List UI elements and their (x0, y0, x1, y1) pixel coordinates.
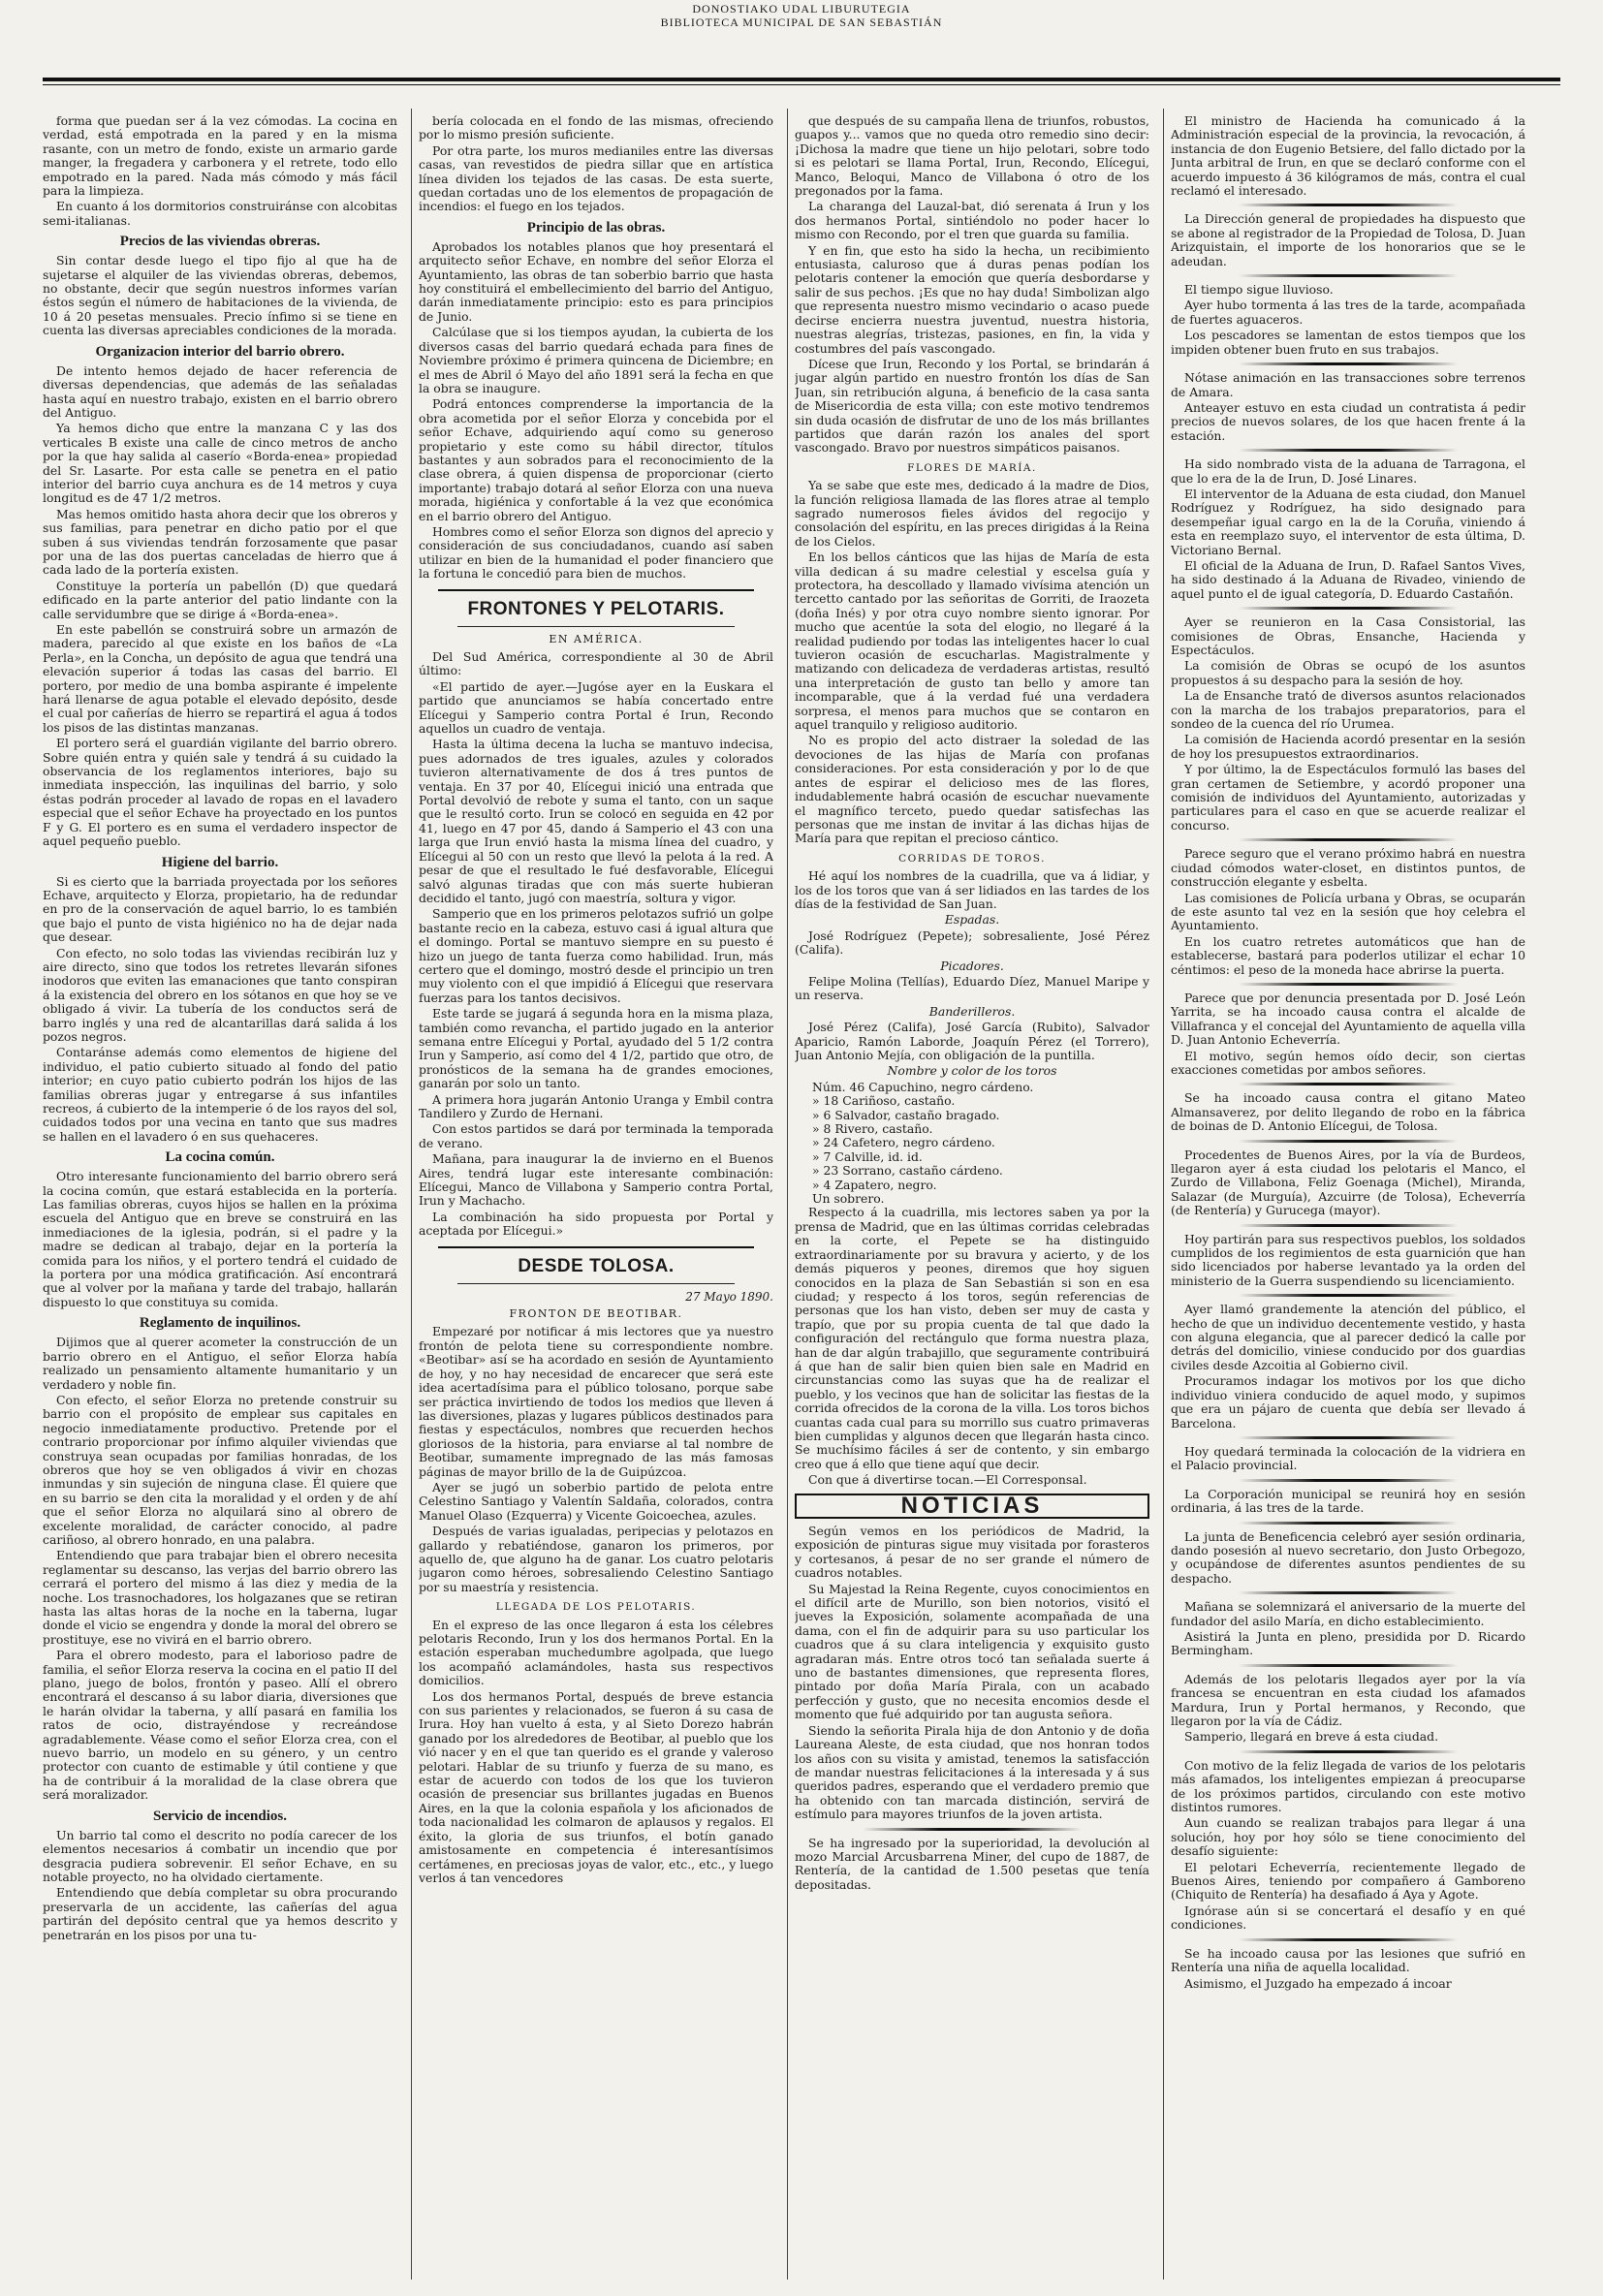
paragraph: Y por último, la de Espectáculos formuló las bases del gran certamen de Setiembre, y acordó proponer una comisión de individuos del Ayuntamiento, autorizadas y particulares para el caso en que se acuerde realizar el concurso. (1171, 762, 1525, 833)
list-heading: Picadores. (940, 958, 1004, 973)
section-heading: Servicio de incendios. (153, 1808, 287, 1824)
news-separator (1239, 1938, 1458, 1941)
paragraph: Contaránse además como elementos de higiene del individuo, el patio cubierto situado al fondo del patio interior; en cuyo patio cubierto podrán los hijos de las familias obreras jugar y entregarse á sus infantiles recreos, á cubierto de la intemperie ó de los rayos del sol, cuidados todos por una vecina en tanto que sus madres se hallen en el lavadero ó en sus quehaceres. (43, 1045, 397, 1144)
list-heading: Banderilleros. (928, 1003, 1016, 1019)
paragraph: A primera hora jugarán Antonio Uranga y Embil contra Tandilero y Zurdo de Hernani. (419, 1091, 773, 1120)
paragraph: Hombres como el señor Elorza son dignos del aprecio y consideración de sus conciudadanos, cuando así saben utilizar en bien de la humanidad el poder financiero que la fortuna le concedió para bien de muchos. (419, 523, 773, 582)
paragraph: Dícese que Irun, Recondo y los Portal, se brindarán á jugar algún partido en nuestro frontón los días de San Juan, sin retribución alguna, á beneficio de la casa santa de Misericordia de esta villa; con este motivo tendremos sin duda ocasión de disfrutar de uno de los más brillantes partidos que darán razón los anales del sport vascongado. Bravo por nuestros simpáticos paisanos. (795, 356, 1149, 456)
paragraph: Aprobados los notables planos que hoy presentará el arquitecto señor Echave, en nombre del señor Elorza el Ayuntamiento, las obras de tan soberbio barrio que hasta hoy constituirá el embellecimiento del barrio del Antiguo, darán inmediatamente principio: esto es para principios de Junio. (419, 238, 773, 324)
news-separator (1239, 1591, 1458, 1594)
paragraph: En cuanto á los dormitorios construiránse con alcobitas semi-italianas. (43, 199, 397, 228)
news-separator (1239, 1479, 1458, 1482)
section-heading: Higiene del barrio. (161, 854, 279, 870)
paragraph: Los dos hermanos Portal, después de breve estancia con sus parientes y relacionados, se fueron á su casa de Irura. Hoy han vuelto á esta, y al Sieto Dorezo habrán ganado por los alrededores de Beotibar, al pueblo que los vió nacer y en el que tan querido es el grande y valeroso pelotari. Hablar de su triunfo y fuerza de su mano, es estar de acuerdo con todos de los que los tuvieron ocasión de presenciar sus brillantes jugadas en Buenos Aires, en la que la colonia española y los aficionados de toda nacionalidad les colmaron de aplausos y regalos. El éxito, la gloria de sus triunfos, el botín ganado amistosamente en competencia é interesantísimos certámenes, en preciosas joyas de valor, etc., etc., y luego verlos á tan vencedores (419, 1688, 773, 1885)
list-item: » 4 Zapatero, negro. (812, 1177, 937, 1192)
paragraph: Ayer llamó grandemente la atención del público, el hecho de que un individuo decentemente vestido, y hasta con alguna elegancia, que al parecer dedicó la calle por detrás del domicilio, viniese conducido por dos guardias civiles desde Azcoitia al Gobierno civil. (1171, 1302, 1525, 1372)
paragraph: José Pérez (Califa), José García (Rubito), Salvador Aparicio, Ramón Laborde, Joaquín Pérez (el Torrero), Juan Antonio Mejía, con obligación de la puntilla. (795, 1020, 1149, 1062)
list-item: » 24 Cafetero, negro cárdeno. (812, 1135, 995, 1150)
paragraph: En los cuatro retretes automáticos que han de establecerse, bastará para poderlos utilizar el echar 10 céntimos: el peso de la moneda hace abrirse la puerta. (1171, 933, 1525, 977)
paragraph: La comisión de Obras se ocupó de los asuntos propuestos á su despacho para la sesión de hoy. (1171, 658, 1525, 687)
article-subtitle: EN AMÉRICA. (549, 632, 644, 645)
paragraph: Ayer hubo tormenta á las tres de la tarde, acompañada de fuertes aguaceros. (1171, 298, 1525, 327)
list-item: Núm. 46 Capuchino, negro cárdeno. (812, 1079, 1034, 1094)
paragraph: Con motivo de la feliz llegada de varios de los pelotaris más afamados, los inteligentes empiezan á preocuparse de los próximos partidos, circulando con este motivo distintos rumores. (1171, 1757, 1525, 1815)
article-subtitle: CORRIDAS DE TOROS. (898, 852, 1046, 865)
paragraph: Los pescadores se lamentan de estos tiempos que los impiden obtener buen fruto en sus trabajos. (1171, 328, 1525, 357)
section-banner: NOTICIAS (795, 1494, 1149, 1519)
paragraph: Se ha incoado causa por las lesiones que sufrió en Rentería una niña de aquella localidad. (1171, 1945, 1525, 1975)
column-divider (411, 109, 412, 2280)
paragraph: Felipe Molina (Tellías), Eduardo Díez, Manuel Maripe y un reserva. (795, 973, 1149, 1003)
paragraph: Asistirá la Junta en pleno, presidida por D. Ricardo Bermingham. (1171, 1628, 1525, 1658)
paragraph: Aun cuando se realizan trabajos para llegar á una solución, hoy por hoy sólo se tiene conocimiento del desafío siguiente: (1171, 1815, 1525, 1859)
column-divider (1163, 109, 1164, 2280)
archive-header (0, 2, 1603, 29)
paragraph: De intento hemos dejado de hacer referencia de diversas dependencias, que además de las señaladas hasta aquí en nuestro trabajo, existen en el barrio obrero del Antiguo. (43, 362, 397, 420)
article-subtitle: FLORES DE MARÍA. (907, 461, 1037, 474)
list-item: » 23 Sorrano, castaño cárdeno. (812, 1163, 1003, 1179)
paragraph: Con estos partidos se dará por terminada la temporada de verano. (419, 1121, 773, 1150)
news-separator (1239, 362, 1458, 365)
paragraph: Procedentes de Buenos Aires, por la vía de Burdeos, llegaron ayer á esta ciudad los pelotaris el Manco, el Zurdo de Villabona, Feliz Goenaga (Michel), Miranda, Salazar (de Murguía), Azcuirre (de Tolosa), Echeverría (de Rentería) y Gurucega (mayor). (1171, 1147, 1525, 1218)
paragraph: Ignórase aún si se concertará el desafío y en qué condiciones. (1171, 1903, 1525, 1933)
title-underline (457, 626, 735, 627)
paragraph: Con que á divertirse tocan.—El Corresponsal. (808, 1472, 1087, 1488)
dateline: 27 Mayo 1890. (685, 1289, 773, 1304)
paragraph: Anteayer estuvo en esta ciudad un contratista á pedir precios de nuevos solares, de los que hacen frente á la estación. (1171, 399, 1525, 443)
paragraph: En el expreso de las once llegaron á esta los célebres pelotaris Recondo, Irun y los dos hermanos Portal. En la estación esperaban muchedumbre agolpada, que luego los acompañó aclamándoles, hasta sus respectivos domicilios. (419, 1617, 773, 1688)
paragraph: Constituye la portería un pabellón (D) que quedará edificado en la parte anterior del patio lindante con la calle servidumbre que se dirige á «Borda-enea». (43, 578, 397, 621)
paragraph: Con efecto, el señor Elorza no pretende construir su barrio con el propósito de emplear sus capitales en negocio inmediatamente productivo. Pretende por el contrario proporcionar por ínfimo alquiler viviendas que construya sean ocupadas por familias honradas, de los obreros que hoy se ven obligados á vivir en chozas inmundas y sin sujeción de ninguna clase. Él quiere que en su barrio se den cita la moralidad y el orden y de ahí que el señor Elorza no alquilará sino al obrero de excelente moralidad, de carácter conocido, al padre cariñoso, al obrero honrado, en una palabra. (43, 1392, 397, 1547)
paragraph: Ya hemos dicho que entre la manzana C y las dos verticales B existe una calle de cinco metros de ancho por la que hay salida al caserío «Borda-enea» propiedad del Sr. Lasarte. Por esta calle se penetra en el patio interior del barrio cuya anchura es de 14 metros y cuya longitud es de 47 1/2 metros. (43, 421, 397, 506)
paragraph: Podrá entonces comprenderse la importancia de la obra acometida por el señor Elorza y concebida por el señor Echave, adquiriendo aquí como su generoso propietario y este como su hábil director, títulos bastantes y aun sobrados para el reconocimiento de la clase obrera, á quien dispensa de proporcionar (cierto importante) trabajo dotará al señor Elorza con una nueva morada, higiénica y confortable á la vez que económica en el barrio obrero del Antiguo. (419, 396, 773, 523)
paragraph: En los bellos cánticos que las hijas de María de esta villa dedican á su madre celestial y escelsa guía y protectora, ha descollado y llamado vivísima atención un tercetto cantado por las señoritas de Gorriti, de Iraozeta (doña Inés) y por otra cuyo nombre siento ignorar. Por mucho que acentúe la sota del elogio, no llegaré á la realidad pudiendo por todas las inteligentes hacer lo cual tuvieron ocasión de escucharlas. Magistralmente y matizando con delicadeza de verdaderas artistas, resultó una interpretación de gusto tan bello y amore tan incomparable, que á la verdad fué una verdadera sorpresa, el menos para muchos que se contaron en aquel tranquilo y religioso auditorio. (795, 550, 1149, 733)
paragraph: Del Sud América, correspondiente al 30 de Abril último: (419, 649, 773, 678)
news-separator (1239, 1224, 1458, 1227)
masthead-rule-thin (43, 84, 1560, 85)
column-4 (1171, 114, 1525, 2271)
news-separator (1239, 1522, 1458, 1525)
article-separator (438, 1246, 754, 1248)
paragraph: Entendiendo que debía completar su obra procurando preservarla de un accidente, las cañerías del agua partirán del depósito central que ya hemos descrito y penetrarán en los pisos por una tu- (43, 1885, 397, 1942)
column-2 (419, 114, 773, 2271)
news-separator (1239, 1436, 1458, 1439)
article-title: FRONTONES Y PELOTARIS. (467, 598, 725, 619)
paragraph: La junta de Beneficencia celebró ayer sesión ordinaria, dando posesión al nuevo secretario, don Justo Orbegozo, y ocupándose de diferentes asuntos pendientes de su despacho. (1171, 1528, 1525, 1586)
paragraph: El portero será el guardián vigilante del barrio obrero. Sobre quién entra y quién sale y tendrá á su cuidado la observancia de los reglamentos interiores, bajo su inmediata inspección, las inquilinas del barrio, y solo éstas podrán proceder al lavado de ropas en el lavadero especial que el señor Echave ha proyectado en los puntos F y G. El portero es en suma el verdadero inspector de aquel pequeño pueblo. (43, 736, 397, 849)
paragraph: La Corporación municipal se reunirá hoy en sesión ordinaria, á las tres de la tarde. (1171, 1486, 1525, 1516)
paragraph: Empezaré por notificar á mis lectores que ya nuestro frontón de pelota tiene su correspondiente nombre. «Beotibar» así se ha acordado en sesión de Ayuntamiento de hoy, y no hay necesidad de encarecer que será este idea acertadísima para el público tolosano, porque sabe ser práctica invirtiendo de todos los medios que lleven á las diversiones, plazas y lugares públicos destinados para fiestas y espectáculos, nombres que recuerden hechos gloriosos de la historia, para enviarse al tal nombre de Beotibar, sumamente impregnado de las más famosas páginas de mayor brillo de la de Guipúzcoa. (419, 1324, 773, 1479)
news-separator (1239, 838, 1458, 841)
section-heading: Reglamento de inquilinos. (139, 1315, 301, 1332)
paragraph: Samperio, llegará en breve á esta ciudad. (1184, 1729, 1439, 1745)
paragraph: Sin contar desde luego el tipo fijo al que ha de sujetarse el alquiler de las viviendas obreras, debemos, no obstante, decir que según nuestros informes varían éstos según el número de habitaciones de la vivienda, de 10 á 20 pesetas mensuales. Precio ínfimo si se tiene en cuenta las diversas apreciables condiciones de la morada. (43, 253, 397, 338)
paragraph: Calcúlase que si los tiempos ayudan, la cubierta de los diversos casas del barrio quedará echada para fines de Noviembre próximo é primera quincena de Diciembre; en el mes de Abril ó Mayo del año 1891 será la fecha en que la obra se inaugure. (419, 325, 773, 395)
paragraph: Siendo la señorita Pirala hija de don Antonio y de doña Laureana Aleste, de esta ciudad, que nos honran todos los años con su visita y amistad, tenemos la satisfacción de mandar nuestras felicitaciones á la interesada y á sus queridos padres, esperando que el verdadero premio que ha obtenido con tan marcada distinción, servirá de estímulo para mayores triunfos de la joven artista. (795, 1722, 1149, 1822)
paragraph: Ayer se jugó un soberbio partido de pelota entre Celestino Santiago y Valentín Saldaña, colorados, contra Manuel Olaso (Ezquerra) y Vicente Goicoechea, azules. (419, 1479, 773, 1523)
paragraph: José Rodríguez (Pepete); sobresaliente, José Pérez (Califa). (795, 928, 1149, 958)
paragraph: Se ha ingresado por la superioridad, la devolución al mozo Marcial Arcusbarrena Miner, del cupo de 1887, de Rentería, de la cantidad de 1.500 pesetas que tenía depositadas. (795, 1835, 1149, 1892)
paragraph: Dijimos que al querer acometer la construcción de un barrio obrero en el Antiguo, el señor Elorza había realizado un pensamiento altamente humanitario y un verdadero y noble fin. (43, 1335, 397, 1392)
paragraph: Según vemos en los periódicos de Madrid, la exposición de pinturas sigue muy visitada por forasteros y cortesanos, á pesar de no ser grande el número de cuadros notables. (795, 1524, 1149, 1581)
paragraph: Ayer se reunieron en la Casa Consistorial, las comisiones de Obras, Ensanche, Hacienda y Espectáculos. (1171, 614, 1525, 657)
archive-header-line1: DONOSTIAKO UDAL LIBURUTEGIA (692, 2, 911, 16)
paragraph: La Dirección general de propiedades ha dispuesto que se abone al registrador de la Propiedad de Tolosa, D. Juan Arizquistain, el importe de los honorarios que se le adeudan. (1171, 211, 1525, 268)
paragraph: Con efecto, no solo todas las viviendas recibirán luz y aire directo, sino que todos los retretes llevarán sifones inodoros que eviten las emanaciones que tanto conspiran á la existencia del obrero en los sótanos en que hoy se ve obligado á vivir. La tubería de los conductos será de barro inglés y una red de alcantarillas dará salida á los pozos negros. (43, 945, 397, 1044)
section-heading: Precios de las viviendas obreras. (119, 234, 321, 250)
news-separator (1239, 1750, 1458, 1753)
paragraph: Se ha incoado causa contra el gitano Mateo Almansaverez, por delito llegando de robo en la fábrica de boinas de D. Antonio Elícegui, de Tolosa. (1171, 1090, 1525, 1134)
paragraph: Por otra parte, los muros medianiles entre las diversas casas, van revestidos de piedra sillar que en artística línea dividen los tejados de las casas. De esta suerte, quedan cortadas uno de los elementos de propagación de incendios: el fuego en los tejados. (419, 142, 773, 214)
paragraph: Las comisiones de Policía urbana y Obras, se ocuparán de este asunto tal vez en la sesión que hoy celebra el Ayuntamiento. (1171, 890, 1525, 933)
masthead-rule (43, 78, 1560, 81)
paragraph: Hé aquí los nombres de la cuadrilla, que va á lidiar, y los de los toros que van á ser lidiados en las tardes de los días de la festividad de San Juan. (795, 868, 1149, 911)
column-divider (787, 109, 788, 2280)
section-heading: Organizacion interior del barrio obrero. (95, 343, 345, 360)
news-separator (863, 1828, 1082, 1831)
paragraph: Si es cierto que la barriada proyectada por los señores Echave, arquitecto y Elorza, propietario, ha de redundar en pro de la conservación de aquel barrio, lo es también que bajo el punto de vista higiénico no ha de dejar nada que desear. (43, 873, 397, 945)
news-separator (1239, 204, 1458, 206)
news-separator (1239, 1083, 1458, 1085)
paragraph: Mañana, para inaugurar la de invierno en el Buenos Aires, tendrá lugar este interesante combinación: Elícegui, Manco de Villabona y Samperio contra Portal, Irun y Machacho. (419, 1151, 773, 1209)
paragraph: El motivo, según hemos oído decir, son ciertas exacciones cometidas por ambos señores. (1171, 1048, 1525, 1077)
article-subtitle: FRONTON DE BEOTIBAR. (509, 1307, 683, 1321)
news-separator (1239, 1294, 1458, 1297)
paragraph: Ya se sabe que este mes, dedicado á la madre de Dios, la función religiosa llamada de las flores atrae al templo sagrado numerosos fieles ávidos del regocijo y consolación del espíritu, en las preces dirigidas á la Reina de los Cielos. (795, 478, 1149, 549)
paragraph: forma que puedan ser á la vez cómodas. La cocina en verdad, está empotrada en la pared y en la misma rasante, con un metro de fondo, existe un armario garde manger, la fregadera y carbonera y el retrete, todo ello empotrado en la pared. Nada más cómodo y más fácil para la limpieza. (43, 114, 397, 199)
news-separator (1239, 1140, 1458, 1143)
column-3 (795, 114, 1149, 2271)
paragraph: Ha sido nombrado vista de la aduana de Tarragona, el que lo era de la de Irun, D. José Linares. (1171, 456, 1525, 486)
news-separator (1239, 607, 1458, 610)
paragraph: La comisión de Hacienda acordó presentar en la sesión de hoy los presupuestos extraordinarios. (1171, 732, 1525, 761)
paragraph: El ministro de Hacienda ha comunicado á la Administración especial de la provincia, la revocación, á instancia de don Eugenio Betsiere, del fallo dictado por la Junta arbitral de Irun, en que se declaró conforme con el acuerdo impuesto á 36 kilógramos de más, contra el cual reclamó el interesado. (1171, 114, 1525, 199)
paragraph: En este pabellón se construirá sobre un armazón de madera, parecido al que existe en los baños de «La Perla», en la Concha, un depósito de agua que tendrá una elevación superior á todas las casas del barrio. El portero, por medio de una bomba aspirante é impelente hará llenarse de agua potable el elevado depósito, desde el cual por cañerías de hierro se repartirá el agua á todos los pisos de las distintas manzanas. (43, 622, 397, 735)
paragraph: Su Majestad la Reina Regente, cuyos conocimientos en el difícil arte de Murillo, son bien notorios, visitó el jueves la Exposición, solamente acompañada de una dama, con el fin de adquirir para su uso particular los cuadros que á su clara inteligencia y exquisito gusto agradaran más. Entre otros tocó tan señalada suerte á uno de bastantes dimensiones, que representa flores, pintado por doña María Pirala, con un acabado perfección y gusto, que no necesita encomios desde el momento que fué adquirido por tan augusta señora. (795, 1581, 1149, 1722)
list-item: » 7 Calville, id. id. (812, 1148, 923, 1164)
bull-list (795, 1081, 1149, 1207)
paragraph: La combinación ha sido propuesta por Portal y aceptada por Elícegui.» (419, 1209, 773, 1239)
list-heading: Nombre y color de los toros (887, 1063, 1057, 1079)
section-heading: Principio de las obras. (526, 219, 666, 236)
paragraph: Mañana se solemnizará el aniversario de la muerte del fundador del asilo María, en dicho establecimiento. (1171, 1599, 1525, 1628)
paragraph: Un barrio tal como el descrito no podía carecer de los elementos necesarios á combatir un incendio que por desgracia pudiera sobrevenir. El señor Echave, en su notable proyecto, no ha olvidado ciertamente. (43, 1827, 397, 1884)
paragraph: Samperio que en los primeros pelotazos sufrió un golpe bastante recio en la cabeza, estuvo casi á igual altura que el domingo. Portal se mantuvo siempre en su puesto é hizo un juego de tanta fuerza como habilidad. Irun, más certero que el domingo, mostró desde el principio un tren muy violento con el que impidió á Elícegui que reservara fuerzas para los tantos decisivos. (419, 906, 773, 1005)
title-underline (457, 1283, 735, 1284)
article-separator (438, 589, 754, 591)
paragraph: Para el obrero modesto, para el laborioso padre de familia, el señor Elorza reserva la cocina en el patio II del plano, juego de bolos, frontón y paseo. Allí el obrero encontrará el descanso á su labor diaria, diversiones que le harán olvidar la taberna, y allí pasará en familia los ratos de ocio, distrayéndose y recreándose agradablemente. Véase como el señor Elorza crea, con el nuevo barrio, un modelo en su género, y un centro protector con cuanto de estimable y útil contiene y que ha de contribuir á la moralidad de la clase obrera que será moralizador. (43, 1648, 397, 1803)
paragraph: El interventor de la Aduana de esta ciudad, don Manuel Rodríguez y Rodríguez, ha sido designado para desempeñar igual cargo en la de la Coruña, viniendo á esta en reemplazo suyo, el interventor de esta última, D. Victoriano Bernal. (1171, 486, 1525, 557)
paragraph: Respecto á la cuadrilla, mis lectores saben ya por la prensa de Madrid, que en las últimas corridas celebradas en la corte, el Pepete se ha distinguido extraordinariamente por su bravura y acierto, y de los demás piqueros y peones, diremos que hoy siguen conocidos en la plaza de San Sebastián si son en esa ciudad; y respecto á los toros, según referencias de personas que los han visto, deben ser muy de casta y trapío, que por su propia cuenta de tal que dado la configuración del rectángulo que forma nuestra plaza, han de dar algún trabajillo, que seguramente contribuirá á que han de salir bien quien bien sale en Madrid en circunstancias como las suyas que ha de realizar el pueblo, y los vecinos que han de solicitar las fiestas de la corrida ofrecidos de la corona de la villa. Los toros bichos cuantas cada cual para su morrillo sus cuatro primaveras bien cumplidas y algunos decen que llegarán hasta cinco. Se muchísimo fáciles á ser de contento, y sin embargo creo que á ello que tiene aquí que decir. (795, 1205, 1149, 1471)
paragraph: «El partido de ayer.—Jugóse ayer en la Euskara el partido que anunciamos se había concertado entre Elícegui y Samperio contra Portal é Irun, Recondo aquellos un cuadro de ventaja. (419, 678, 773, 737)
paragraph: Mas hemos omitido hasta ahora decir que los obreros y sus familias, para penetrar en dicho patio por el que suben á sus viviendas tendrán forzosamente que pasar por una de las dos puertas canceladas de hierro que á cada lado de la portería existen. (43, 506, 397, 578)
paragraph: Nótase animación en las transacciones sobre terrenos de Amara. (1171, 370, 1525, 399)
paragraph: Hasta la última decena la lucha se mantuvo indecisa, pues adornados de tres iguales, azules y colorados tuvieron alternativamente de dos á tres puntos de ventaja. En 37 por 40, Elícegui inició una entrada que Portal devolvió de rebote y suma el tanto, con un saque que le resultó corto. Irun se colocó en seguida en 42 por 41, luego en 47 por 45, dando á Samperio el 43 con una larga que Irun envió hasta la misma línea del cuadro, y Elícegui al 50 con un resto que llevó la pelota á la red. A pesar de que el resultado le fué desfavorable, Elícegui salvó algunas tiradas que con más suerte hubieran decidido el tanto, jugó con maestría, soltura y vigor. (419, 737, 773, 905)
column-1 (43, 114, 397, 2271)
paragraph: El pelotari Echeverría, recientemente llegado de Buenos Aires, teniendo por compañero á Gamboreno (Chiquito de Rentería) ha desafiado á Aya y Agote. (1171, 1859, 1525, 1903)
paragraph: Además de los pelotaris llegados ayer por la vía francesa se encuentran en esta ciudad los afamados Mardura, Irun y Portal hermanos, y Recondo, que llegaron por la vía de Cádiz. (1171, 1671, 1525, 1728)
list-item: » 18 Cariñoso, castaño. (812, 1093, 956, 1109)
section-heading: La cocina común. (165, 1149, 275, 1166)
news-separator (1239, 449, 1458, 452)
article-title: DESDE TOLOSA. (518, 1255, 675, 1276)
paragraph: Parece seguro que el verano próximo habrá en nuestra ciudad cómodos water-closet, en distintos puntos, de construcción elegante y esbelta. (1171, 846, 1525, 890)
list-item: » 8 Rivero, castaño. (812, 1121, 933, 1137)
archive-header-line2: BIBLIOTECA MUNICIPAL DE SAN SEBASTIÁN (660, 16, 943, 29)
news-separator (1239, 983, 1458, 986)
paragraph: La charanga del Lauzal-bat, dió serenata á Irun y los dos hermanos Portal, sintiéndolo no poder hacer lo mismo con Recondo, por el tren que guarda su familia. (795, 199, 1149, 242)
list-heading: Espadas. (944, 912, 1000, 928)
news-separator (1239, 274, 1458, 277)
paragraph: Otro interesante funcionamiento del barrio obrero será la cocina común, que estará establecida en la portería. Las familias obreras, cuyos hijos se hallen en la próxima escuela del Antiguo que en breve se construirá en las inmediaciones de la iglesia, podrán, si el padre y la madre se dedican al trabajo, dejar en la portería la comida para los niños, y el portero tendrá el cuidado de la portera por una módica gratificación. Así encontrará que al volver por la mañana y tarde del trabajo, hallarán dispuesto lo que constituya su comida. (43, 1169, 397, 1309)
paragraph: Hoy partirán para sus respectivos pueblos, los soldados cumplidos de los regimientos de esta guarnición que han sido licenciados por haberse levantado ya la orden del ministerio de la Guerra suspendiendo su licenciamiento. (1171, 1231, 1525, 1288)
paragraph: Después de varias igualadas, peripecias y pelotazos en gallardo y rebatiéndose, ganaron los primeros, por aquello de, que alguno ha de ganar. Los cuatro pelotaris jugaron como héroes, sobresaliendo Celestino Santiago por su maestría y resistencia. (419, 1524, 773, 1594)
article-subtitle: LLEGADA DE LOS PELOTARIS. (495, 1601, 697, 1614)
paragraph: Asimismo, el Juzgado ha empezado á incoar (1184, 1975, 1452, 1991)
paragraph: que después de su campaña llena de triunfos, robustos, guapos y... vamos que no queda otro remedio sino decir: ¡Dichosa la madre que tiene un hijo pelotari, sobre todo si es pelotari se llama Portal, Irun, Recondo, Elícegui, Manco, Beloqui, Manco de Villabona ó otro de los pregonados por la fama. (795, 114, 1149, 199)
paragraph: El tiempo sigue lluvioso. (1184, 282, 1334, 298)
paragraph: Este tarde se jugará á segunda hora en la misma plaza, también como revancha, el partido jugado en la anterior semana entre Elícegui y Portal, ayudado del 5 1/2 contra Irun y Samperio, así como del 4 1/2, partido que otro, de pronósticos de la semana ha de grandes emociones, ganarán por solo un tanto. (419, 1006, 773, 1091)
paragraph: Parece que por denuncia presentada por D. José León Yarrita, se ha incoado causa contra el alcalde de Villafranca y el concejal del Ayuntamiento de aquella villa D. Juan Antonio Echeverría. (1171, 990, 1525, 1048)
paragraph: Entendiendo que para trabajar bien el obrero necesita reglamentar su descanso, las verjas del barrio obrero las cerrará el portero del mismo á las diez y media de la noche. Los trasnochadores, los holgazanes que se retiran hasta las altas horas de la noche en la taberna, lugar donde el vicio se engendra y donde la moral del obrero se prostituye, ese no vivirá en el barrio obrero. (43, 1548, 397, 1647)
paragraph: Procuramos indagar los motivos por los que dicho individuo viniera conducido de aquel modo, y supimos que era un pájaro de cuenta que debía ser llevado á Barcelona. (1171, 1373, 1525, 1431)
paragraph: bería colocada en el fondo de las mismas, ofreciendo por lo mismo presión suficiente. (419, 114, 773, 142)
list-item: Un sobrero. (812, 1191, 885, 1207)
paragraph: La de Ensanche trató de diversos asuntos relacionados con la marcha de los trabajos preparatorios, para el sondeo de la cuenca del río Urumea. (1171, 688, 1525, 732)
paragraph: Y en fin, que esto ha sido la hecha, un recibimiento entusiasta, caluroso que á duras penas podían los pelotaris contener la emoción que quería desbordarse y salir de sus pechos. ¡Es que no hay duda! Simbolizan algo que representa nuestro mismo vecindario o acaso puede decirse encierra nuestra juventud, nuestra historia, nuestras alegrías, tristezas, pasiones, en fin, la vida y costumbres del país vascongado. (795, 242, 1149, 356)
paragraph: No es propio del acto distraer la soledad de las devociones de las hijas de María con profanas consideraciones. Por esta consideración y por lo de que antes de espirar el delicioso mes de las flores, indudablemente habrá ocasión de escuchar nuevamente el magnífico terceto, puedo quedar satisfechas las personas que me instan de invitar á las dichas hijas de María para que repitan el precioso cántico. (795, 733, 1149, 846)
news-separator (1239, 1664, 1458, 1667)
paragraph: El oficial de la Aduana de Irun, D. Rafael Santos Vives, ha sido destinado á la Aduana de Rivadeo, viniendo de aquel punto el de igual categoría, D. Eduardo Castañón. (1171, 557, 1525, 601)
paragraph: Hoy quedará terminada la colocación de la vidriera en el Palacio provincial. (1171, 1443, 1525, 1473)
list-item: » 6 Salvador, castaño bragado. (812, 1107, 1000, 1122)
